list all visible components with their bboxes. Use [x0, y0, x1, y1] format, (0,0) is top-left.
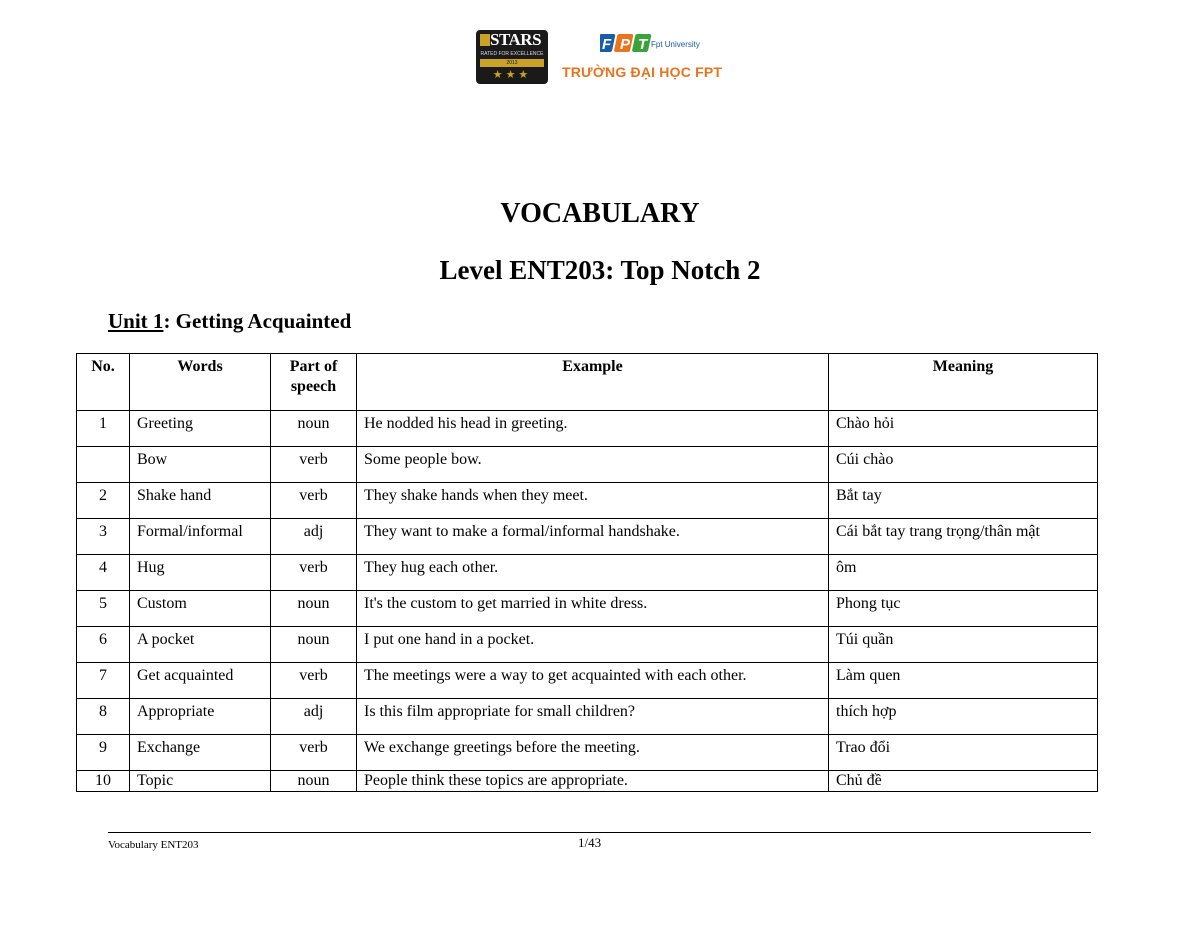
cell-example: We exchange greetings before the meeting. — [357, 735, 829, 771]
cell-example: They shake hands when they meet. — [357, 483, 829, 519]
unit-title: : Getting Acquainted — [163, 309, 352, 333]
cell-no: 6 — [77, 627, 130, 663]
cell-word: Exchange — [130, 735, 271, 771]
cell-meaning: Túi quần — [829, 627, 1098, 663]
cell-no: 2 — [77, 483, 130, 519]
fpt-university-label: Fpt University — [651, 40, 700, 49]
unit-number: Unit 1 — [108, 309, 164, 333]
cell-word: A pocket — [130, 627, 271, 663]
footer-page-number: 1/43 — [578, 835, 602, 850]
header-no: No. — [77, 354, 130, 411]
cell-meaning: Cúi chào — [829, 447, 1098, 483]
table-row — [77, 627, 1098, 663]
cell-part-of-speech: noun — [271, 627, 357, 663]
header-words: Words — [130, 354, 271, 411]
cell-meaning: thích hợp — [829, 699, 1098, 735]
cell-word: Formal/informal — [130, 519, 271, 555]
table-row — [77, 519, 1098, 555]
table-row — [77, 771, 1098, 792]
table-row — [77, 447, 1098, 483]
cell-example: It's the custom to get married in white dress. — [357, 591, 829, 627]
cell-no: 8 — [77, 699, 130, 735]
cell-word: Greeting — [130, 411, 271, 447]
cell-word: Custom — [130, 591, 271, 627]
cell-example: I put one hand in a pocket. — [357, 627, 829, 663]
cell-no: 10 — [77, 771, 130, 792]
cell-part-of-speech: verb — [271, 483, 357, 519]
cell-part-of-speech: verb — [271, 735, 357, 771]
cell-no: 5 — [77, 591, 130, 627]
cell-example: The meetings were a way to get acquainted with each other. — [357, 663, 829, 699]
cell-no: 7 — [77, 663, 130, 699]
stars-logo — [476, 30, 548, 84]
cell-no: 3 — [77, 519, 130, 555]
cell-no: 1 — [77, 411, 130, 447]
cell-part-of-speech: noun — [271, 591, 357, 627]
fpt-logo-tile-p — [614, 34, 634, 53]
svg-text:T: T — [638, 36, 648, 53]
header-part-of-speech: Part of speech — [271, 354, 357, 411]
footer-document-name: Vocabulary ENT203 — [108, 839, 199, 851]
header-meaning: Meaning — [829, 354, 1098, 411]
svg-text:P: P — [620, 36, 631, 53]
document-level: Level ENT203: Top Notch 2 — [439, 255, 761, 285]
cell-example: Some people bow. — [357, 447, 829, 483]
stars-logo-band: 2013 — [480, 59, 544, 67]
table-row — [77, 411, 1098, 447]
cell-no: 4 — [77, 555, 130, 591]
stars-rating-icon: ★★★ — [492, 68, 532, 81]
table-header-row — [77, 354, 1098, 411]
cell-example: They want to make a formal/informal handshake. — [357, 519, 829, 555]
cell-example: They hug each other. — [357, 555, 829, 591]
vocabulary-table — [76, 353, 1098, 792]
cell-part-of-speech: verb — [271, 663, 357, 699]
cell-word: Shake hand — [130, 483, 271, 519]
table-row — [77, 483, 1098, 519]
cell-meaning: Chủ đề — [829, 771, 1098, 792]
cell-word: Bow — [130, 447, 271, 483]
table-row — [77, 663, 1098, 699]
fpt-logo-tile-f — [600, 34, 616, 53]
table-row — [77, 591, 1098, 627]
cell-word: Topic — [130, 771, 271, 792]
cell-example: People think these topics are appropriate. — [357, 771, 829, 792]
table-row — [77, 699, 1098, 735]
cell-part-of-speech: adj — [271, 699, 357, 735]
cell-part-of-speech: noun — [271, 771, 357, 792]
fpt-university-name: TRƯỜNG ĐẠI HỌC FPT — [562, 64, 723, 80]
table-row — [77, 555, 1098, 591]
cell-part-of-speech: noun — [271, 411, 357, 447]
cell-no: 9 — [77, 735, 130, 771]
cell-meaning: Chào hỏi — [829, 411, 1098, 447]
fpt-logo-tile-t — [632, 34, 652, 53]
cell-word: Get acquainted — [130, 663, 271, 699]
document-title: VOCABULARY — [500, 198, 700, 229]
footer-divider — [108, 832, 1091, 833]
stars-logo-tagline: RATED FOR EXCELLENCE — [480, 51, 544, 57]
cell-word: Hug — [130, 555, 271, 591]
cell-meaning: Trao đổi — [829, 735, 1098, 771]
cell-example: Is this film appropriate for small children? — [357, 699, 829, 735]
cell-word: Appropriate — [130, 699, 271, 735]
cell-no — [77, 447, 130, 483]
cell-meaning: Bắt tay — [829, 483, 1098, 519]
stars-gold-square — [480, 34, 490, 46]
cell-part-of-speech: adj — [271, 519, 357, 555]
unit-heading — [108, 307, 351, 335]
cell-part-of-speech: verb — [271, 555, 357, 591]
cell-meaning: ôm — [829, 555, 1098, 591]
cell-meaning: Làm quen — [829, 663, 1098, 699]
table-row — [77, 735, 1098, 771]
cell-meaning: Phong tục — [829, 591, 1098, 627]
cell-example: He nodded his head in greeting. — [357, 411, 829, 447]
stars-logo-word: STARS — [490, 30, 542, 49]
cell-meaning: Cái bắt tay trang trọng/thân mật — [829, 519, 1098, 555]
cell-part-of-speech: verb — [271, 447, 357, 483]
header-example: Example — [357, 354, 829, 411]
svg-text:F: F — [602, 36, 612, 53]
